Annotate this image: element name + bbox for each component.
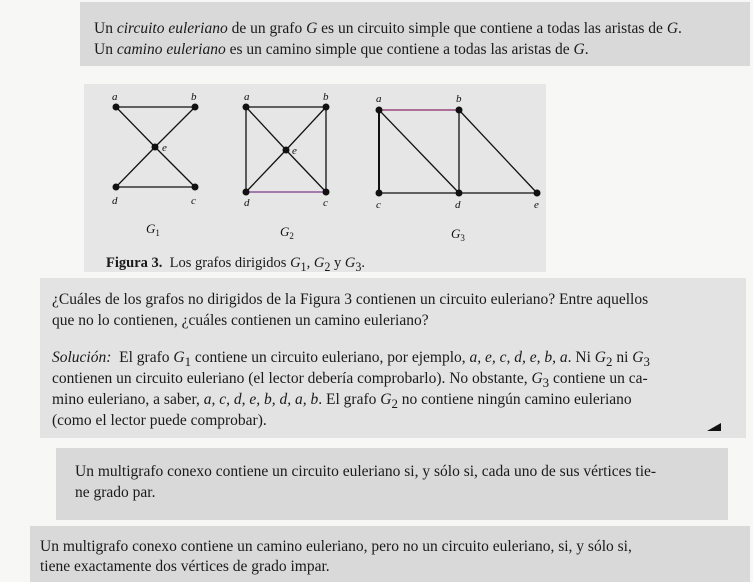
g2-vertex-d <box>243 189 250 196</box>
g2-name: $G_2$ <box>280 224 294 241</box>
g3-label-b: b <box>456 93 462 105</box>
g2-vertex-e <box>283 147 290 154</box>
g2-label-a: a <box>244 91 250 103</box>
theorem-1-line-2: ne grado par. <box>75 484 156 501</box>
g3-edge-ad <box>379 110 459 193</box>
g2-label-b: b <box>323 91 329 103</box>
g1-vertex-d <box>113 184 120 191</box>
g1-name: $G_1$ <box>146 221 160 238</box>
figure-caption-label: Figura 3. <box>106 255 163 271</box>
solution-line-3: mino euleriano, a saber, a, c, d, e, b, d, a, b. El grafo $G_2$ no contiene ningún camino euleriano <box>52 391 632 412</box>
solution-label: Solución: <box>52 349 112 366</box>
theorem-1-box <box>56 448 728 520</box>
solution-line-2: contienen un circuito euleriano (el lector debería comprobarlo). No obstante, $G_3$ contiene un ca- <box>52 370 648 391</box>
g1-vertex-a <box>113 104 120 111</box>
theorem-2-line-2: tiene exactamente dos vértices de grado impar. <box>40 558 330 575</box>
g2-vertex-c <box>323 189 330 196</box>
g3-name: $G_3$ <box>451 226 465 243</box>
g1-vertex-e <box>152 144 159 151</box>
g3-vertex-d <box>456 190 463 197</box>
definition-line-1: Un circuito euleriano de un grafo G es un circuito simple que contiene a todas las aristas de G. <box>94 20 682 37</box>
g1-label-b: b <box>191 91 197 103</box>
g1-label-e: e <box>162 142 167 154</box>
figure-caption: Figura 3. Los grafos dirigidos $G_1$, $G_2$ y $G_3$. <box>106 255 366 274</box>
solution-line-1: Solución: El grafo $G_1$ contiene un circuito euleriano, por ejemplo, a, e, c, d, e, b, a. Ni $G_2$ ni $G_3$ <box>52 349 650 370</box>
g1-vertex-b <box>192 104 199 111</box>
g1-vertex-c <box>192 184 199 191</box>
g3-vertex-c <box>376 190 383 197</box>
g3-vertex-b <box>456 107 463 114</box>
g2-edge-ae <box>246 107 286 150</box>
g3-label-a: a <box>376 93 382 105</box>
g1-edge-be <box>155 107 195 147</box>
g3-edge-be <box>459 110 537 193</box>
g3-label-d: d <box>455 199 461 211</box>
g1-label-d: d <box>112 195 118 207</box>
end-of-solution-marker <box>707 423 721 431</box>
g1-edge-ec <box>155 147 195 187</box>
g2-label-d: d <box>244 197 250 209</box>
question-line-1: ¿Cuáles de los grafos no dirigidos de la Figura 3 contienen un circuito euleriano? Entre aquellos <box>52 291 649 308</box>
theorem-1-line-1: Un multigrafo conexo contiene un circuito euleriano si, y sólo si, cada uno de sus vértices tie- <box>75 463 657 480</box>
g3-label-c: c <box>376 199 381 211</box>
g1-label-a: a <box>112 91 118 103</box>
g3-label-e: e <box>534 199 539 211</box>
definition-line-2: Un camino euleriano es un camino simple que contiene a todas las aristas de G. <box>94 41 589 58</box>
g1-edge-ae <box>116 107 155 147</box>
g2-label-e: e <box>292 145 297 157</box>
g1-label-c: c <box>191 195 196 207</box>
g3-vertex-e <box>534 190 541 197</box>
solution-line-4: (como el lector puede comprobar). <box>52 412 267 429</box>
g1-edge-ed <box>116 147 155 187</box>
theorem-2-line-1: Un multigrafo conexo contiene un camino euleriano, pero no un circuito euleriano, si, y sólo si, <box>40 538 632 555</box>
g2-edge-ed <box>246 150 286 192</box>
g2-edge-be <box>286 107 326 150</box>
question-line-2: que no lo contienen, ¿cuáles contienen un camino euleriano? <box>52 312 429 329</box>
g2-vertex-b <box>323 104 330 111</box>
g2-vertex-a <box>243 104 250 111</box>
g3-vertex-a <box>376 107 383 114</box>
g2-label-c: c <box>323 197 328 209</box>
